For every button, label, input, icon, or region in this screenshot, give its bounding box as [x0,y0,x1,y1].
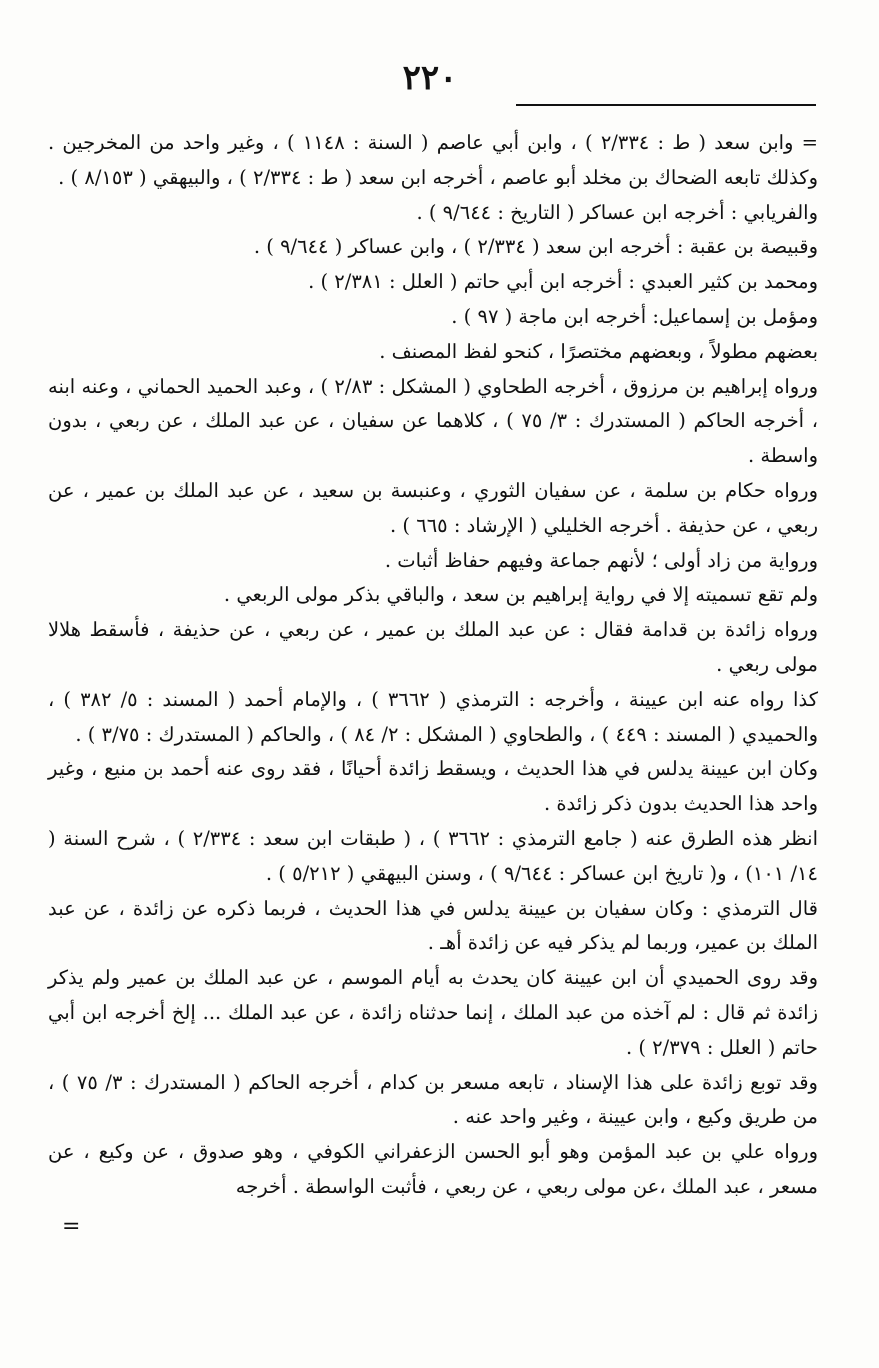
paragraph: قال الترمذي : وكان سفيان بن عيينة يدلس في هذا الحديث ، فربما ذكره عن زائدة ، عن عبد الملك بن عمير، وربما لم يذكر فيه عن زائدة أهـ . [48,896,818,955]
paragraph: وقد روى الحميدي أن ابن عيينة كان يحدث به أيام الموسم ، عن عبد الملك بن عمير ولم يذكر زائدة ثم قال : لم آخذه من عبد الملك ، إنما حدثناه زائدة ، عن عبد الملك ... إلخ أخرجه ابن أبي حاتم ( العلل : ٢/٣٧٩ ) . [48,966,818,1059]
paragraph: ورواه علي بن عبد المؤمن وهو أبو الحسن الزعفراني الكوفي ، وهو صدوق ، عن وكيع ، عن مسعر ، عبد الملك ،عن مولى ربعي ، عن ربعي ، فأثبت الواسطة . أخرجه [48,1140,818,1198]
paragraph: ورواه حكام بن سلمة ، عن سفيان الثوري ، وعنبسة بن سعيد ، عن عبد الملك بن عمير ، عن ربعي ، عن حذيفة . أخرجه الخليلي ( الإرشاد : ٦٦٥ ) . [48,478,818,537]
paragraph: ولم تقع تسميته إلا في رواية إبراهيم بن سعد ، والباقي بذكر مولى الربعي . [223,583,818,607]
paragraph: ومحمد بن كثير العبدي : أخرجه ابن أبي حاتم ( العلل : ٢/٣٨١ ) . [308,270,818,294]
page-number: ٢٢٠ [402,58,458,98]
paragraph: والفريابي : أخرجه ابن عساكر ( التاريخ : ٩/٦٤٤ ) . [416,200,818,224]
paragraph: ورواه زائدة بن قدامة فقال : عن عبد الملك بن عمير ، عن ربعي ، عن حذيفة ، فأسقط هلالا مولى ربعي . [48,618,818,676]
paragraph: = وابن سعد ( ط : ٢/٣٣٤ ) ، وابن أبي عاصم ( السنة : ١١٤٨ ) ، وغير واحد من المخرجين . وكذلك تابعه الضحاك بن مخلد أبو عاصم ، أخرجه ابن سعد ( ط : ٢/٣٣٤ ) ، والبيهقي ( ٨/١٥٣ ) . [48,131,818,189]
paragraph: ورواه إبراهيم بن مرزوق ، أخرجه الطحاوي ( المشكل : ٢/٨٣ ) ، وعبد الحميد الحماني ، وعنه ابنه ، أخرجه الحاكم ( المستدرك : ٣/ ٧٥ ) ، كلاهما عن سفيان ، عن عبد الملك ، عن ربعي ، بدون واسطة . [48,374,818,468]
header-rule [516,104,816,106]
continuation-marker: = [62,1214,81,1239]
paragraph: وقبيصة بن عقبة : أخرجه ابن سعد ( ٢/٣٣٤ ) ، وابن عساكر ( ٩/٦٤٤ ) . [253,235,818,259]
paragraph: انظر هذه الطرق عنه ( جامع الترمذي : ٣٦٦٢ ) ، ( طبقات ابن سعد : ٢/٣٣٤ ) ، شرح السنة ( ١٤/ ١٠١) ، و( تاريخ ابن عساكر : ٩/٦٤٤ ) ، وسنن البيهقي ( ٥/٢١٢ ) . [48,826,819,885]
footnote-body [48,126,818,1205]
paragraph: ورواية من زاد أولى ؛ لأنهم جماعة وفيهم حفاظ أثبات . [384,548,818,572]
paragraph: وقد توبع زائدة على هذا الإسناد ، تابعه مسعر بن كدام ، أخرجه الحاكم ( المستدرك : ٣/ ٧٥ ) ، من طريق وكيع ، وابن عيينة ، وغير واحد عنه . [48,1070,818,1129]
paragraph: بعضهم مطولاً ، وبعضهم مختصرًا ، كنحو لفظ المصنف . [379,339,818,363]
paragraph: وكان ابن عيينة يدلس في هذا الحديث ، ويسقط زائدة أحيانًا ، فقد روى عنه أحمد بن منيع ، وغير واحد هذا الحديث بدون ذكر زائدة . [48,757,818,816]
paragraph: ومؤمل بن إسماعيل: أخرجه ابن ماجة ( ٩٧ ) . [451,304,818,328]
paragraph: كذا رواه عنه ابن عيينة ، وأخرجه : الترمذي ( ٣٦٦٢ ) ، والإمام أحمد ( المسند : ٥/ ٣٨٢ ) ، والحميدي ( المسند : ٤٤٩ ) ، والطحاوي ( المشكل : ٢/ ٨٤ ) ، والحاكم ( المستدرك : ٣/٧٥ ) . [48,687,818,746]
